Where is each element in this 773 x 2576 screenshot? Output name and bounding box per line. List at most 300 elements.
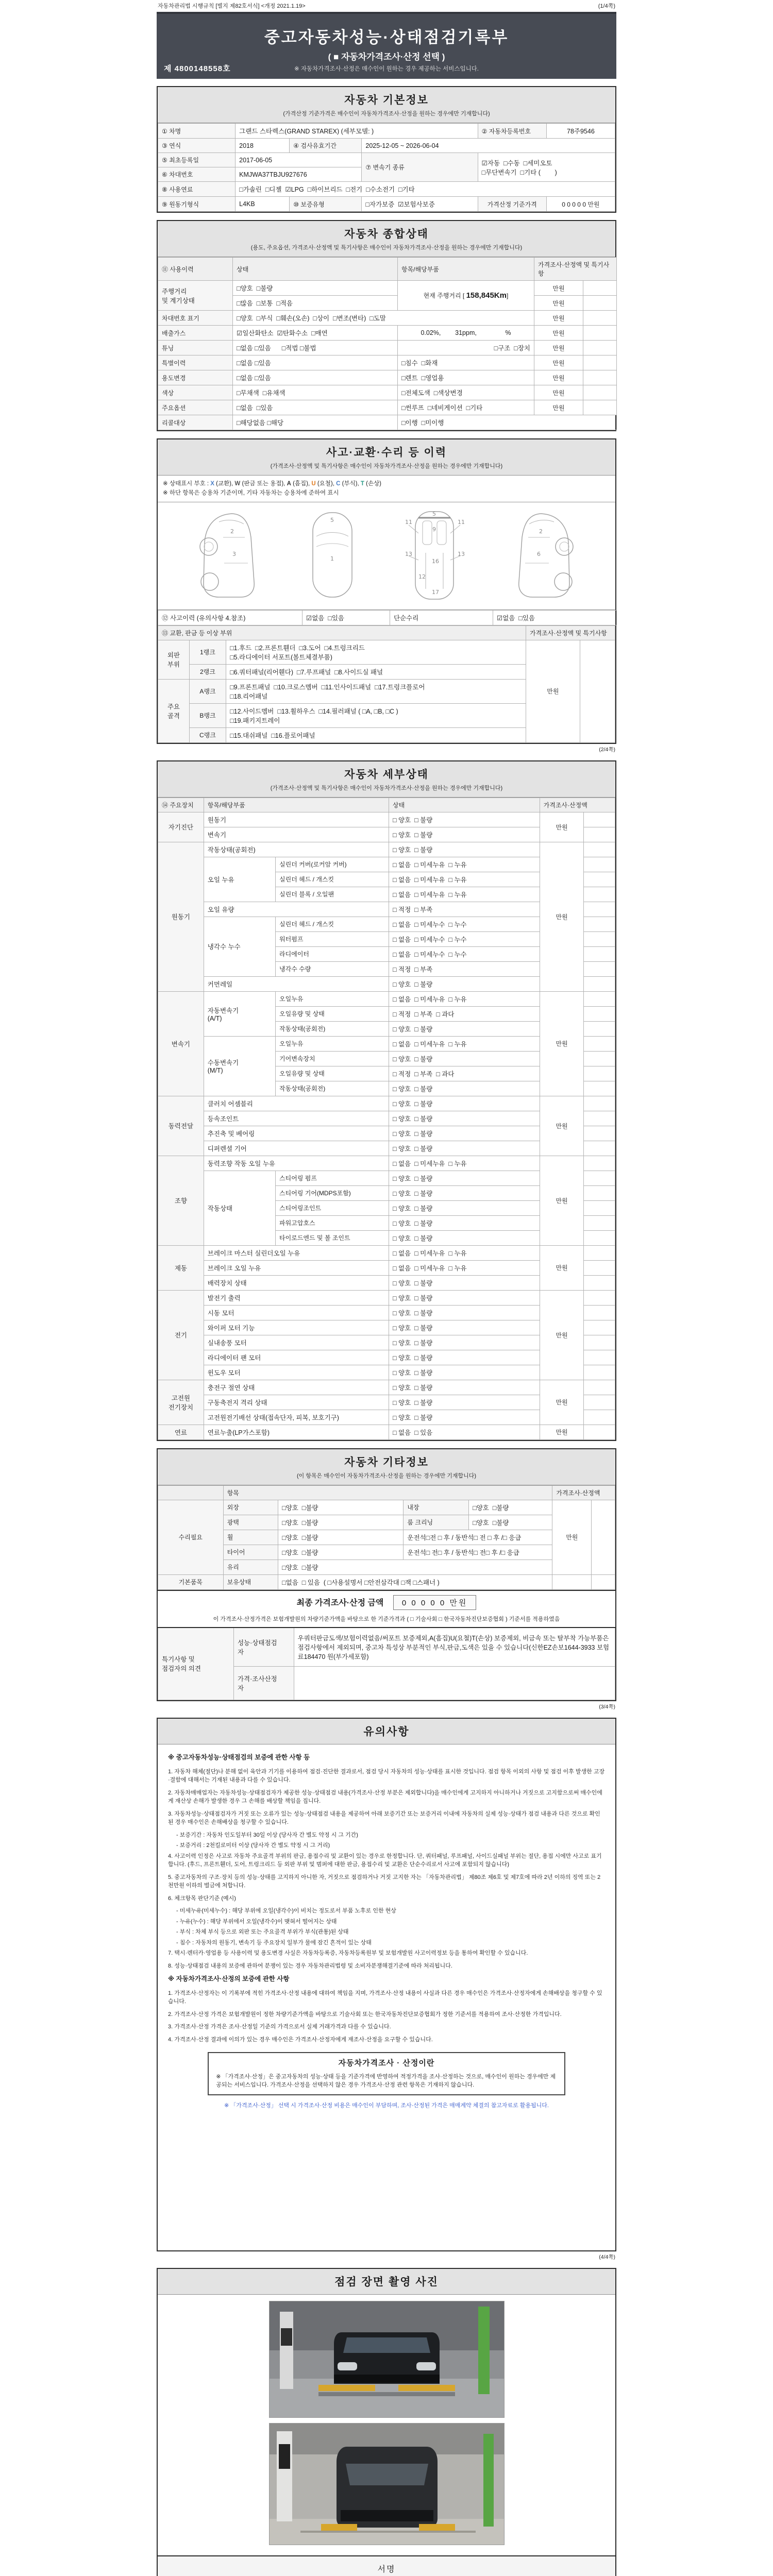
remark-cell [584, 991, 615, 1006]
options-part[interactable]: □썬루프 □네비게이션 □기타 [398, 400, 534, 415]
remarks-group-label: 특기사항 및 점검자의 의견 [158, 1628, 234, 1700]
basic-items-group-label: 기본품목 [158, 1574, 224, 1589]
detail-state-checkboxes[interactable]: □ 양호 □ 불량 [389, 1185, 540, 1200]
base-price-label: 가격산정 기준가격 [478, 197, 546, 212]
svg-text:16: 16 [432, 557, 440, 565]
etc-extra-checkboxes[interactable]: 운전석□전 □ 후 / 동반석□ 전 □ 후 /□ 응급 [404, 1530, 552, 1545]
detail-state-checkboxes[interactable]: □ 양호 □ 불량 [389, 1350, 540, 1365]
repair-group-label: 수리필요 [158, 1500, 224, 1574]
price-cell: 만원 [540, 812, 584, 842]
exchange-header: ⑬ 교환, 판금 등 이상 부위 [158, 625, 526, 640]
final-price-bar [158, 1590, 615, 1615]
field-reg-no-label: ② 자동차등록번호 [478, 124, 546, 139]
detail-state-checkboxes[interactable]: □ 없음 □ 미세누유 □ 누유 [389, 1036, 540, 1051]
legend-code-C: C [336, 481, 341, 487]
etc-item-label: 유리 [223, 1560, 278, 1574]
field-transmission-checkboxes[interactable]: ☑자동 □수동 □세미오토 □무단변속기 □기타 ( ) [478, 153, 615, 182]
detail-subitem-label: 오일유량 및 상태 [276, 1006, 389, 1021]
rank-label: A랭크 [189, 679, 226, 703]
overall-title: 자동차 종합상태 [344, 228, 429, 240]
price-cell: 만원 [534, 311, 583, 326]
price-cell [552, 1574, 592, 1589]
recall-checkboxes[interactable]: □해당없음 □해당 [233, 415, 398, 430]
detail-item-label: 수동변속기 (M/T) [204, 1036, 275, 1096]
device-group-label: 제동 [158, 1245, 204, 1290]
detail-title: 자동차 세부상태 [344, 768, 429, 781]
notice-item: 3. 자동차성능·상태점검자가 거짓 또는 오류가 있는 성능·상태점검 내용을 제공하여 아래 보증기간 또는 보증거리 이내에 자동차의 실제 성능·상태가 점검 내용과 다른 것으로 확인된 경우 매수인은 손해배상을 청구할 수 있습니다. [168, 1810, 600, 1826]
special-history-label: 특별이력 [158, 355, 233, 370]
detail-table [158, 798, 615, 1440]
detail-item-label: 구동축전지 격리 상태 [204, 1395, 389, 1410]
legend-note: ※ 하단 항목은 승용차 기준이며, 기타 자동차는 승용차에 준하여 표시 [163, 490, 339, 497]
remark-cell [584, 961, 615, 976]
notice-item: - 부식 : 차체 부식 등으로 외판 또는 주요골격 부위가 부식(관통)된 상태 [176, 1929, 349, 1936]
detail-state-checkboxes[interactable]: □ 양호 □ 불량 [389, 1215, 540, 1230]
price-survey-definition-box [208, 2052, 565, 2095]
notice-item: 8. 성능·상태점검 내용의 보증에 관하여 분쟁이 있는 경우 자동차관리법령 및 소비자분쟁해결기준에 따라 처리됩니다. [168, 1962, 452, 1969]
field-inspection-period-label: ④ 검사유효기간 [290, 139, 362, 153]
accident-summary-row [158, 610, 617, 625]
price-survey-definition-title: 자동차가격조사 · 산정이란 [338, 2059, 435, 2068]
field-fuel-label: ⑧ 사용연료 [158, 182, 236, 197]
overall-col-price: 가격조사·산정액 및 특기사항 [534, 258, 617, 281]
notice-item: 7. 택시·렌터카·영업용 등 사용이력 및 용도변경 사실은 자동차등록증, 자동차등록원부 및 보험개발원 사고이력정보 등을 통하여 확인할 수 있습니다. [168, 1950, 528, 1957]
etc-title: 자동차 기타정보 [344, 1456, 429, 1468]
svg-text:2: 2 [539, 528, 543, 535]
inspection-photo-rear [269, 2423, 505, 2545]
notice-title: 유의사항 [363, 1725, 410, 1738]
remark-cell [584, 1141, 615, 1156]
remark-cell [592, 1574, 615, 1589]
detail-item-label: 오일 유량 [204, 902, 389, 917]
remark-cell [584, 946, 615, 961]
remark-cell [584, 1290, 615, 1305]
legend-code-W: W [234, 481, 241, 487]
field-reg-no-value: 78주9546 [546, 124, 615, 139]
rank-item-checkboxes[interactable]: □9.프론트패널 □10.크로스멤버 □11.인사이드패널 □17.트렁크플로어 □18.리어패널 [226, 679, 526, 703]
detail-state-checkboxes[interactable]: □ 없음 □ 미세누유 □ 누유 [389, 1260, 540, 1275]
etc-item-label: 휠 [223, 1530, 278, 1545]
price-cell: 만원 [534, 296, 583, 311]
detail-state-checkboxes[interactable]: □ 없음 □ 미세누유 □ 누유 [389, 887, 540, 902]
recall-part[interactable]: □이행 □미이행 [398, 415, 617, 430]
etc-item-label: 내장 [404, 1500, 469, 1515]
inspection-photo-front [269, 2301, 505, 2418]
remark-cell [584, 857, 615, 872]
page-marker-4: (4/4쪽) [599, 2253, 615, 2260]
field-fuel-checkboxes[interactable]: □가솔린 □디젤 ☑LPG □하이브리드 □전기 □수소전기 □기타 [236, 182, 615, 197]
final-price-label: 최종 가격조사·산정 금액 [296, 1598, 384, 1607]
photos-header [158, 2269, 615, 2295]
detail-item-label: 냉각수 누수 [204, 917, 275, 976]
legend-desc: (흠집), [291, 481, 312, 487]
detail-item-label: 작동상태 [204, 1171, 275, 1245]
remark-cell [584, 1380, 615, 1395]
detail-subtitle: (가격조사·산정액 및 특기사항은 매수인이 자동차가격조사·산정을 원하는 경우에만 기재합니다) [270, 785, 503, 791]
detail-subitem-label: 스티어링조인트 [276, 1200, 389, 1215]
detail-subitem-label: 오일유량 및 상태 [276, 1066, 389, 1081]
notice-item: - 누유(누수) : 해당 부위에서 오일(냉각수)이 맺혀서 떨어지는 상태 [176, 1918, 337, 1925]
detail-state-checkboxes[interactable]: □ 양호 □ 불량 [389, 1410, 540, 1425]
usage-change-checkboxes[interactable]: □없음 □있음 [233, 370, 398, 385]
remark-cell [584, 902, 615, 917]
color-part[interactable]: □전체도색 □색상변경 [398, 385, 534, 400]
tuning-part-checkboxes[interactable]: □구조 □장치 [398, 341, 534, 355]
svg-text:17: 17 [432, 588, 440, 596]
detail-item-label: 충전구 절연 상태 [204, 1380, 389, 1395]
rank-label: 1랭크 [189, 640, 226, 664]
notice-blue-note: ※ 「가격조사·산정」 선택 시 가격조사·산정 비용은 매수인이 부담하며, 조사·산정된 가격은 매매계약 체결의 참고자료로 활용됩니다. [224, 2102, 549, 2109]
etc-state-checkboxes[interactable]: □양호 □불량 [469, 1515, 552, 1530]
panel-group-label: 주요 골격 [158, 679, 190, 742]
etc-col-blank [158, 1485, 224, 1500]
detail-state-checkboxes[interactable]: □ 없음 □ 미세누유 □ 누유 [389, 1245, 540, 1260]
remark-cell [583, 355, 617, 370]
price-cell: 만원 [526, 640, 580, 742]
etc-item-label: 광택 [223, 1515, 278, 1530]
document-number: 제 4800148558호 [164, 64, 231, 73]
remark-cell [584, 887, 615, 902]
field-first-reg-label: ⑤ 최초등록일 [158, 153, 236, 167]
mileage-state-checkboxes[interactable]: □양호 □불량 [233, 281, 398, 296]
page-marker-2: (2/4쪽) [599, 746, 615, 753]
price-survey-select: ( ■ 자동차가격조사·산정 선택 ) [328, 52, 445, 62]
remark-cell [584, 842, 615, 857]
legend-desc: (손상) [364, 481, 382, 487]
accident-history-checkboxes[interactable]: ☑없음 □있음 [303, 610, 390, 625]
remark-cell [584, 1260, 615, 1275]
emission-values: 0.02%, 31ppm, % [398, 326, 534, 341]
notice-section1-header: ※ 중고자동차성능·상태점검의 보증에 관한 사항 등 [168, 1753, 310, 1761]
remark-cell [583, 326, 617, 341]
field-car-name-label: ① 차명 [158, 124, 236, 139]
svg-text:1: 1 [330, 555, 334, 562]
detail-item-label: 라디에이터 팬 모터 [204, 1350, 389, 1365]
basic-items-checkboxes[interactable]: □없음 □ 있음 ( □사용설명서 □안전삼각대 □잭 □스패너 ) [278, 1574, 552, 1589]
detail-state-checkboxes[interactable]: □ 적정 □ 부족 □ 과다 [389, 1006, 540, 1021]
special-history-part[interactable]: □침수 □화재 [398, 355, 534, 370]
accident-subtitle: (가격조사·산정액 및 특기사항은 매수인이 자동차가격조사·산정을 원하는 경우에만 기재합니다) [270, 463, 503, 469]
detail-subitem-label: 실린더 커버(로커암 커버) [276, 857, 389, 872]
detail-state-checkboxes[interactable]: □ 없음 □ 미세누유 □ 누유 [389, 857, 540, 872]
price-cell: 만원 [534, 385, 583, 400]
appraiser-opinion-label: 가격·조사산정 자 [233, 1666, 294, 1700]
detail-item-label: 연료누출(LP가스포함) [204, 1425, 389, 1439]
detail-item-label: 시동 모터 [204, 1305, 389, 1320]
options-checkboxes[interactable]: □없음 □있음 [233, 400, 398, 415]
detail-state-checkboxes[interactable]: □ 양호 □ 불량 [389, 1335, 540, 1350]
inspector-opinion-label: 성능·상태점검 자 [233, 1628, 294, 1667]
remark-cell [584, 1230, 615, 1245]
etc-subtitle: (이 항목은 매수인이 자동차가격조사·산정을 원하는 경우에만 기재합니다) [296, 1472, 477, 1479]
legend-prefix: ※ 상태표시 부호 : [163, 481, 211, 487]
svg-text:13: 13 [405, 550, 413, 557]
field-first-reg-value: 2017-06-05 [236, 153, 362, 167]
svg-text:13: 13 [458, 550, 465, 557]
final-price-note[interactable]: 이 가격조사·산정가격은 보험개발원의 차량기준가액을 바탕으로 한 기준가격과 ( □ 기술사회 □ 한국자동차진단보증협회 ) 기준서를 적용하였음 [213, 1616, 560, 1622]
field-vin-label: ⑥ 차대번호 [158, 167, 236, 182]
rank-label: C랭크 [189, 727, 226, 742]
detail-state-checkboxes[interactable]: □ 양호 □ 불량 [389, 1380, 540, 1395]
etc-state-checkboxes[interactable]: □양호 □불량 [278, 1545, 404, 1560]
detail-state-checkboxes[interactable]: □ 없음 □ 미세누유 □ 누유 [389, 991, 540, 1006]
detail-state-checkboxes[interactable]: □ 적정 □ 부족 [389, 902, 540, 917]
section-overall-condition [157, 220, 616, 431]
remark-cell [584, 872, 615, 887]
svg-text:5: 5 [432, 510, 436, 517]
detail-state-checkboxes[interactable]: □ 양호 □ 불량 [389, 1126, 540, 1141]
legend-desc: (판금 또는 용접), [240, 481, 287, 487]
detail-item-label: 원동기 [204, 812, 389, 827]
etc-col-price: 가격조사·산정액 [552, 1485, 615, 1500]
vin-mark-checkboxes[interactable]: □양호 □부식 □훼손(오손) □상이 □변조(변타) □도말 [233, 311, 534, 326]
detail-item-label: 고전원전기배선 상태(접속단자, 피복, 보호기구) [204, 1410, 389, 1425]
overall-header [158, 221, 615, 257]
final-price-value: 0 0 0 0 0 만원 [393, 1595, 477, 1610]
detail-state-checkboxes[interactable]: □ 없음 □ 미세누수 □ 누수 [389, 931, 540, 946]
etc-state-checkboxes[interactable]: □양호 □불량 [278, 1560, 552, 1574]
etc-extra-checkboxes[interactable]: 운전석□ 전□ 후 / 동반석□ 전□ 후 /□ 응급 [404, 1545, 552, 1560]
notice-item: 1. 가격조사·산정자는 이 기록부에 적힌 가격조사·산정 내용에 대하여 책임을 지며, 가격조사·산정 내용이 사실과 다른 경우 매수인은 가격조사·산정자에게 손해배상을 청구할 수 있습니다. [168, 1990, 602, 2005]
accident-title: 사고·교환·수리 등 이력 [326, 447, 447, 459]
rank-label: 2랭크 [189, 664, 226, 679]
panel-group-label: 외판 부위 [158, 640, 190, 679]
field-warranty-checkboxes[interactable]: □자가보증 ☑보험사보증 [362, 197, 478, 212]
usage-change-label: 용도변경 [158, 370, 233, 385]
remark-cell [584, 1126, 615, 1141]
detail-state-checkboxes[interactable]: □ 없음 □ 미세누유 □ 누유 [389, 1156, 540, 1171]
remark-cell [583, 311, 617, 326]
etc-state-checkboxes[interactable]: □양호 □불량 [278, 1530, 404, 1545]
detail-state-checkboxes[interactable]: □ 양호 □ 불량 [389, 1365, 540, 1380]
remark-cell [584, 1036, 615, 1051]
price-cell: 만원 [540, 842, 584, 991]
detail-state-checkboxes[interactable]: □ 양호 □ 불량 [389, 1320, 540, 1335]
rank-item-checkboxes[interactable]: □6.쿼터패널(리어휀다) □7.루프패널 □8.사이드실 패널 [226, 664, 526, 679]
device-group-label: 변속기 [158, 991, 204, 1096]
detail-state-checkboxes[interactable]: □ 없음 □ 미세누유 □ 누유 [389, 872, 540, 887]
notice-item: 3. 가격조사·산정 가격은 조사·산정일 기준의 가격으로서 실제 거래가격과 다를 수 있습니다. [168, 2024, 391, 2030]
detail-state-checkboxes[interactable]: □ 적정 □ 부족 [389, 961, 540, 976]
remark-cell [584, 1200, 615, 1215]
page-marker-1: (1/4쪽) [598, 3, 615, 9]
page-marker-3: (3/4쪽) [599, 1703, 615, 1710]
detail-state-checkboxes[interactable]: □ 없음 □ 있음 [389, 1425, 540, 1439]
detail-subitem-label: 실린더 블록 / 오일팬 [276, 887, 389, 902]
notice-item: - 보증거리 : 2천킬로미터 이상 (당사자 간 별도 약정 시 그 거리) [176, 1842, 330, 1849]
overall-subtitle: (용도, 주요옵션, 가격조사·산정액 및 특기사항은 매수인이 자동차가격조사·산정을 원하는 경우에만 기재합니다) [250, 245, 523, 251]
remarks-table [158, 1627, 615, 1700]
detail-state-checkboxes[interactable]: □ 양호 □ 불량 [389, 1305, 540, 1320]
detail-subitem-label: 실린더 헤드 / 개스킷 [276, 917, 389, 931]
remark-cell [584, 1185, 615, 1200]
etc-col-item: 항목 [223, 1485, 552, 1500]
price-cell: 만원 [540, 1290, 584, 1380]
field-year-label: ③ 연식 [158, 139, 236, 153]
detail-state-checkboxes[interactable]: □ 없음 □ 미세누수 □ 누수 [389, 946, 540, 961]
price-cell: 만원 [540, 991, 584, 1096]
signature-label: 서명 [377, 2565, 396, 2574]
state-code-legend [158, 476, 615, 502]
notice-blue-notes [168, 2100, 605, 2117]
legend-desc: (교환), [214, 481, 235, 487]
detail-item-label: 와이퍼 모터 기능 [204, 1320, 389, 1335]
detail-subitem-label: 오일누유 [276, 1036, 389, 1051]
detail-state-checkboxes[interactable]: □ 없음 □ 미세누수 □ 누수 [389, 917, 540, 931]
exchange-panel-table [158, 625, 615, 743]
remark-cell [583, 281, 617, 296]
price-survey-note: ※ 자동차가격조사·산정은 매수인이 원하는 경우 제공하는 서비스입니다. [294, 66, 479, 72]
field-warranty-label: ⑩ 보증유형 [290, 197, 362, 212]
title-band [157, 12, 616, 79]
overall-col-use: ⑪ 사용이력 [158, 258, 233, 281]
basic-info-table [158, 123, 615, 212]
detail-state-checkboxes[interactable]: □ 양호 □ 불량 [389, 827, 540, 842]
photos-title: 점검 장면 촬영 사진 [334, 2276, 439, 2288]
exchange-price-header: 가격조사·산정액 및 특기사항 [526, 625, 615, 640]
form-reference: 자동차관리법 시행규칙 [별지 제82호서식] <개정 2021.1.19> [158, 3, 306, 9]
device-group-label: 고전원 전기장치 [158, 1380, 204, 1425]
device-group-label: 전기 [158, 1290, 204, 1380]
basic-info-header [158, 87, 615, 123]
detail-state-checkboxes[interactable]: □ 양호 □ 불량 [389, 812, 540, 827]
price-survey-definition-body: ※ 「가격조사·산정」은 중고자동차의 성능·상태 등을 기준가격에 반영하여 적정가격을 조사·산정하는 것으로, 매수인이 원하는 경우에만 제공되는 서비스입니다. 가격조사·산정을 선택하지 않은 경우 가격조사·산정 관련 항목은 기재하지 않습니다. [216, 2073, 556, 2089]
field-car-name-value: 그랜드 스타렉스(GRAND STAREX) (세부모델: ) [236, 124, 478, 139]
detail-state-checkboxes[interactable]: □ 양호 □ 불량 [389, 1096, 540, 1111]
detail-state-checkboxes[interactable]: □ 양호 □ 불량 [389, 976, 540, 991]
inspection-record-page [157, 0, 616, 2576]
detail-col-state: 상태 [389, 798, 540, 812]
remark-cell [584, 827, 615, 842]
etc-state-checkboxes[interactable]: □양호 □불량 [278, 1515, 404, 1530]
remark-cell [584, 1021, 615, 1036]
tuning-checkboxes[interactable]: □없음 □있음 □적법 □불법 [233, 341, 398, 355]
price-cell: 만원 [534, 341, 583, 355]
emission-checkboxes[interactable]: ☑일산화탄소 ☑탄화수소 □매연 [233, 326, 398, 341]
detail-state-checkboxes[interactable]: □ 양호 □ 불량 [389, 1111, 540, 1126]
price-cell: 만원 [534, 326, 583, 341]
basic-items-label: 보유상태 [223, 1574, 278, 1589]
page-title: 중고자동차성능·상태점검기록부 [264, 28, 509, 46]
etc-state-checkboxes[interactable]: □양호 □불량 [469, 1500, 552, 1515]
device-group-label: 자기진단 [158, 812, 204, 842]
car-damage-diagrams [158, 502, 615, 610]
remark-cell [583, 296, 617, 311]
remark-cell [584, 1335, 615, 1350]
detail-state-checkboxes[interactable]: □ 양호 □ 불량 [389, 1081, 540, 1096]
color-label: 색상 [158, 385, 233, 400]
detail-item-label: 자동변속기 (A/T) [204, 991, 275, 1036]
svg-text:11: 11 [405, 518, 413, 526]
overall-col-state: 상태 [233, 258, 398, 281]
remark-cell [584, 1275, 615, 1290]
rank-label: B랭크 [189, 703, 226, 727]
detail-state-checkboxes[interactable]: □ 양호 □ 불량 [389, 1290, 540, 1305]
notice-item: 6. 체크항목 판단기준 (예시) [168, 1895, 236, 1902]
mileage-amount-checkboxes[interactable]: □많음 □보통 □적음 [233, 296, 398, 311]
detail-subitem-label: 타이로드엔드 및 볼 조인트 [276, 1230, 389, 1245]
rank-item-checkboxes[interactable]: □1.후드 □2.프론트휀더 □3.도어 □4.트렁크리드 □5.라디에이터 서포트(볼트체결부품) [226, 640, 526, 664]
section-detail-condition [157, 760, 616, 1441]
accident-header [158, 439, 615, 476]
detail-state-checkboxes[interactable]: □ 양호 □ 불량 [389, 1275, 540, 1290]
form-reference-line [157, 0, 616, 12]
mileage-label: 주행거리 및 계기상태 [158, 281, 233, 311]
etc-item-label: 외장 [223, 1500, 278, 1515]
price-cell: 만원 [540, 1096, 584, 1156]
legend-code-X: X [210, 481, 214, 487]
usage-change-part[interactable]: □렌트 □영업용 [398, 370, 534, 385]
remark-cell [584, 1365, 615, 1380]
detail-item-label: 브레이크 마스터 실린더오일 누유 [204, 1245, 389, 1260]
detail-subitem-label: 파워고압호스 [276, 1215, 389, 1230]
car-diagram-left-side [183, 506, 268, 604]
detail-state-checkboxes[interactable]: □ 양호 □ 불량 [389, 1230, 540, 1245]
detail-state-checkboxes[interactable]: □ 양호 □ 불량 [389, 1141, 540, 1156]
notice-header [158, 1719, 615, 1744]
simple-repair-checkboxes[interactable]: ☑없음 □있음 [493, 610, 617, 625]
svg-text:3: 3 [232, 550, 236, 557]
detail-item-label: 작동상태(공회전) [204, 842, 389, 857]
remark-cell [584, 1320, 615, 1335]
detail-state-checkboxes[interactable]: □ 양호 □ 불량 [389, 842, 540, 857]
notice-item: 4. 사고이력 인정은 사고로 자동차 주요골격 부위의 판금, 용접수리 및 교환이 있는 경우로 한정합니다. 단, 쿼터패널, 루프패널, 사이드실패널 부위는 절단, 용접 시에만 사고로 표기합니다. (후드, 프론트휀더, 도어, 트렁크리드 등 외판 부위 및 범퍼에 대한 판금, 용접수리 및 교환은 단순수리로서 사고에 포함되지 않습니다) [168, 1853, 602, 1868]
remark-cell [584, 1081, 615, 1096]
remark-cell [584, 1305, 615, 1320]
remark-cell [584, 1096, 615, 1111]
etc-table [158, 1485, 615, 1590]
etc-state-checkboxes[interactable]: □양호 □불량 [278, 1500, 404, 1515]
legend-code-A: A [287, 481, 291, 487]
detail-state-checkboxes[interactable]: □ 양호 □ 불량 [389, 1200, 540, 1215]
svg-text:5: 5 [330, 516, 334, 523]
price-cell: 만원 [540, 1156, 584, 1245]
notice-item: 4. 가격조사·산정 결과에 이의가 있는 경우 매수인은 가격조사·산정자에게 재조사·산정을 요구할 수 있습니다. [168, 2036, 433, 2043]
section-notice [157, 1718, 616, 2251]
price-cell: 만원 [534, 400, 583, 415]
detail-item-label: 추진축 및 베어링 [204, 1126, 389, 1141]
field-engine-type-value: L4KB [236, 197, 290, 212]
detail-item-label: 커먼레일 [204, 976, 389, 991]
detail-item-label: 디퍼렌셜 기어 [204, 1141, 389, 1156]
tuning-label: 튜닝 [158, 341, 233, 355]
legend-desc: (요철), [315, 481, 337, 487]
rank-item-checkboxes[interactable]: □15.대쉬패널 □16.플로어패널 [226, 727, 526, 742]
detail-item-label: 변속기 [204, 827, 389, 842]
detail-state-checkboxes[interactable]: □ 양호 □ 불량 [389, 1021, 540, 1036]
special-history-checkboxes[interactable]: □없음 □있음 [233, 355, 398, 370]
detail-state-checkboxes[interactable]: □ 양호 □ 불량 [389, 1051, 540, 1066]
remark-cell [583, 341, 617, 355]
detail-state-checkboxes[interactable]: □ 양호 □ 불량 [389, 1171, 540, 1185]
detail-state-checkboxes[interactable]: □ 적정 □ 부족 □ 과다 [389, 1066, 540, 1081]
svg-text:9: 9 [432, 526, 436, 533]
remark-cell [584, 1425, 615, 1439]
recall-label: 리콜대상 [158, 415, 233, 430]
rank-item-checkboxes[interactable]: □12.사이드멤버 □13.휠하우스 □14.필러패널 ( □A, □B, □C ) □19.패키지트레이 [226, 703, 526, 727]
detail-state-checkboxes[interactable]: □ 양호 □ 불량 [389, 1395, 540, 1410]
detail-item-label: 오일 누유 [204, 857, 275, 902]
detail-item-label: 등속조인트 [204, 1111, 389, 1126]
device-group-label: 연료 [158, 1425, 204, 1439]
notice-item: 1. 자동차 해체(절단)나 분해 없이 육안과 기기를 이용하여 점검·진단한 결과로서, 점검 당시 자동차의 성능·상태를 표시한 것입니다. 점검 항목 이외의 사항 및 점검 이후 발생한 고장·결함에 대해서는 기재된 내용과 다를 수 있습니다. [168, 1768, 605, 1784]
section-etc-info [157, 1448, 616, 1701]
etc-item-label: 타이어 [223, 1545, 278, 1560]
remark-cell [580, 640, 615, 742]
device-group-label: 동력전달 [158, 1096, 204, 1156]
color-checkboxes[interactable]: □무채색 □유채색 [233, 385, 398, 400]
detail-col-item: 항목/해당부품 [204, 798, 389, 812]
